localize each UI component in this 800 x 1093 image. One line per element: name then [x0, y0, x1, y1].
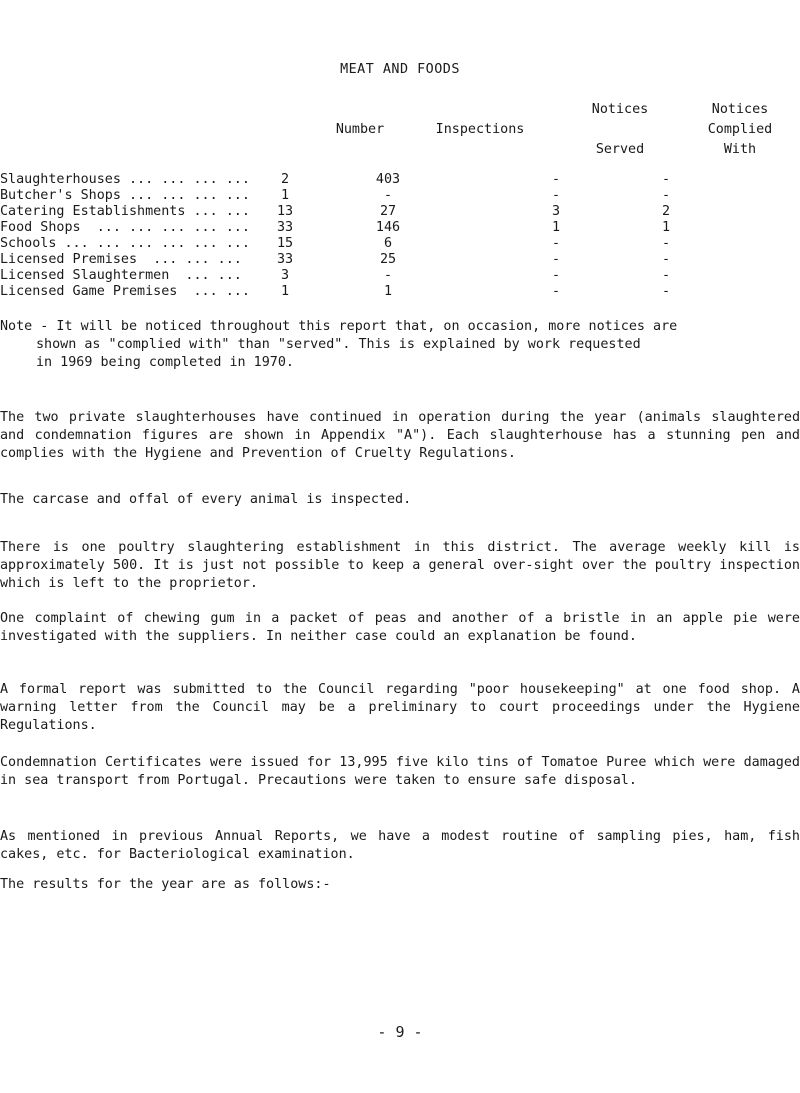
cell-served: 3 — [551, 204, 561, 219]
row-label: Licensed Premises ... ... ... — [0, 252, 242, 267]
cell-served: - — [551, 236, 561, 251]
row-label: Catering Establishments ... ... — [0, 204, 250, 219]
cell-inspections: 6 — [383, 236, 393, 251]
cell-number: 1 — [280, 284, 290, 299]
table-row — [0, 220, 800, 236]
paragraph: Condemnation Certificates were issued for 13,995 five kilo tins of Tomatoe Puree which were damaged in sea transport from Portugal. Precautions were taken to ensure safe disposal. — [0, 755, 800, 788]
paragraph: The results for the year are as follows:- — [0, 877, 331, 892]
table-row — [0, 252, 800, 268]
table-row — [0, 188, 800, 204]
cell-inspections: - — [383, 188, 393, 203]
cell-number: 33 — [276, 252, 294, 267]
paragraph: One complaint of chewing gum in a packet of peas and another of a bristle in an apple pie were investigated with the suppliers. In neither case could an explanation be found. — [0, 611, 800, 644]
table-row — [0, 268, 800, 284]
cell-inspections: - — [383, 268, 393, 283]
paragraph: As mentioned in previous Annual Reports, we have a modest routine of sampling pies, ham, fish cakes, etc. for Bacteriological examination. — [0, 829, 800, 862]
note-line: shown as "complied with" than "served". This is explained by work requested — [36, 337, 641, 352]
row-label: Licensed Slaughtermen ... ... — [0, 268, 242, 283]
header-notices-complied: Notices Complied With — [707, 102, 773, 157]
cell-inspections: 1 — [383, 284, 393, 299]
cell-served: - — [551, 268, 561, 283]
row-label: Slaughterhouses ... ... ... ... — [0, 172, 250, 187]
cell-complied: 1 — [661, 220, 671, 235]
table-row — [0, 204, 800, 220]
cell-inspections: 403 — [375, 172, 401, 187]
table-row — [0, 172, 800, 188]
cell-complied: 2 — [661, 204, 671, 219]
cell-complied: - — [661, 188, 671, 203]
cell-complied: - — [661, 172, 671, 187]
row-label: Schools ... ... ... ... ... ... — [0, 236, 250, 251]
paragraph: There is one poultry slaughtering establishment in this district. The average weekly kill is approximately 500. It is just not possible to keep a general over-sight over the poultry inspection which is left to the proprietor. — [0, 540, 800, 591]
cell-served: - — [551, 284, 561, 299]
cell-inspections: 146 — [375, 220, 401, 235]
cell-number: 15 — [276, 236, 294, 251]
cell-complied: - — [661, 236, 671, 251]
cell-complied: - — [661, 268, 671, 283]
cell-inspections: 25 — [379, 252, 397, 267]
table-row — [0, 284, 800, 300]
row-label: Licensed Game Premises ... ... — [0, 284, 250, 299]
cell-complied: - — [661, 252, 671, 267]
header-notices-served: Notices Served — [591, 102, 649, 157]
cell-number: 2 — [280, 172, 290, 187]
cell-number: 1 — [280, 188, 290, 203]
page-title: MEAT AND FOODS — [340, 62, 460, 77]
cell-number: 3 — [280, 268, 290, 283]
row-label: Food Shops ... ... ... ... ... — [0, 220, 250, 235]
note-block — [0, 318, 800, 372]
cell-complied: - — [661, 284, 671, 299]
note-line: Note - It will be noticed throughout this report that, on occasion, more notices are — [0, 319, 678, 334]
paragraph: The carcase and offal of every animal is inspected. — [0, 492, 412, 507]
page-number: - 9 - — [377, 1023, 423, 1041]
cell-number: 33 — [276, 220, 294, 235]
row-label: Butcher's Shops ... ... ... ... — [0, 188, 250, 203]
paragraph: The two private slaughterhouses have continued in operation during the year (animals slaughtered and condemnation figures are shown in Appendix "A"). Each slaughterhouse has a stunning pen and complies with the Hygiene and Prevention of Cruelty Regulations. — [0, 410, 800, 461]
table-row — [0, 236, 800, 252]
cell-served: - — [551, 188, 561, 203]
note-line: in 1969 being completed in 1970. — [36, 355, 294, 370]
cell-served: - — [551, 172, 561, 187]
header-number: Number — [335, 122, 385, 137]
cell-inspections: 27 — [379, 204, 397, 219]
header-inspections: Inspections — [435, 122, 525, 137]
cell-served: 1 — [551, 220, 561, 235]
paragraph: A formal report was submitted to the Council regarding "poor housekeeping" at one food shop. A warning letter from the Council may be a preliminary to court proceedings under the Hygiene Regulations. — [0, 682, 800, 733]
cell-served: - — [551, 252, 561, 267]
cell-number: 13 — [276, 204, 294, 219]
